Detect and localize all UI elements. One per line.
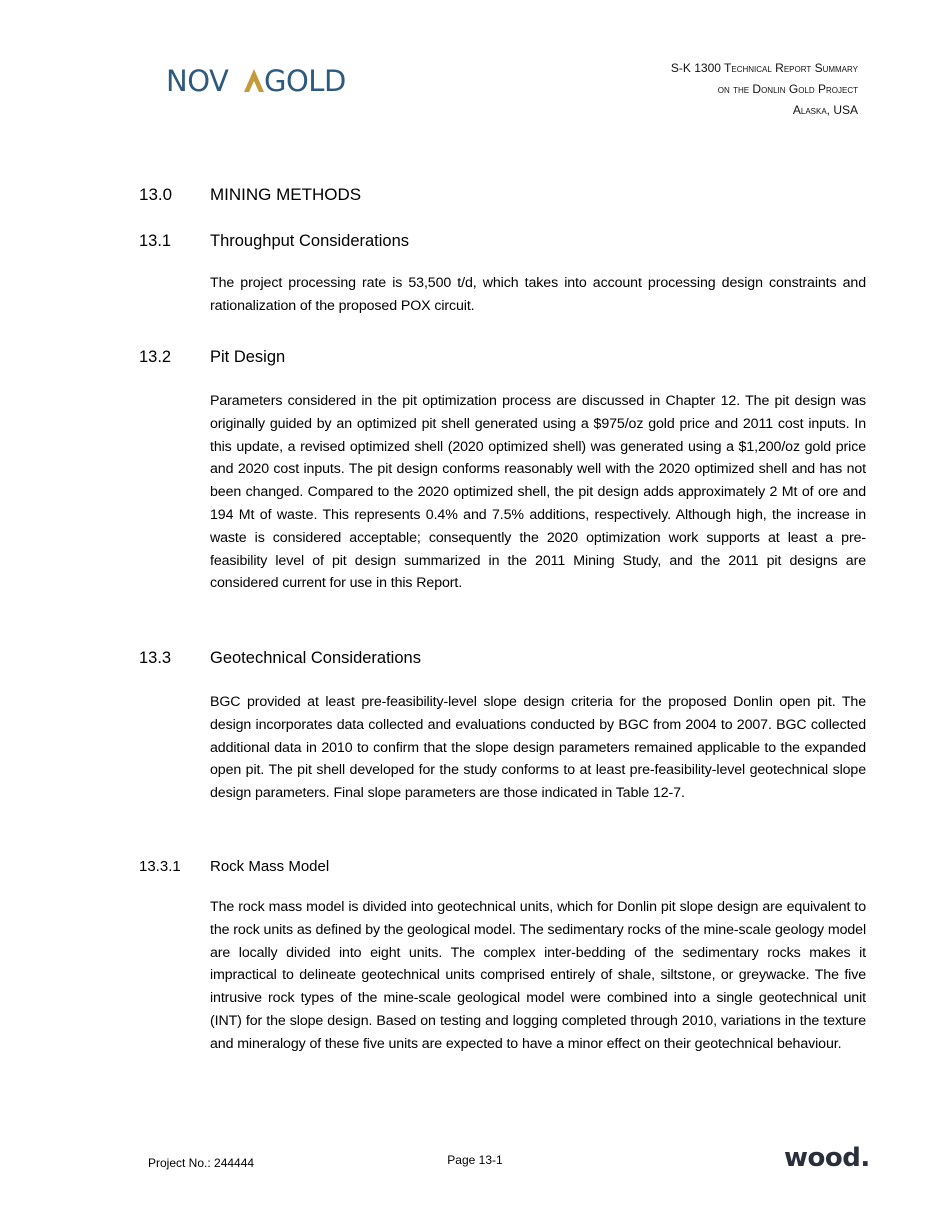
section-title: MINING METHODS bbox=[210, 185, 362, 204]
section-heading-13-0 bbox=[139, 185, 361, 205]
section-heading-13-3-1 bbox=[139, 858, 329, 875]
section-heading-13-2 bbox=[139, 348, 285, 367]
section-heading-13-3 bbox=[139, 649, 421, 668]
section-number: 13.1 bbox=[139, 232, 172, 250]
paragraph-throughput: The project processing rate is 53,500 t/d, which takes into account processing design constraints and rationalization of the proposed POX circuit. bbox=[210, 275, 866, 314]
svg-text:GOLD: GOLD bbox=[264, 64, 346, 98]
paragraph-rock-mass-model: The rock mass model is divided into geotechnical units, which for Donlin pit slope design are equivalent to the rock units as defined by the geological model. The sedimentary rocks of the mine-scale geology model are locally divided into eight units. The complex inter-bedding of the sedimentary rocks makes it impractical to delineate geotechnical units comprised entirely of shale, siltstone, or greywacke. The five intrusive rock types of the mine-scale geological model were combined into a single geotechnical unit (INT) for the slope design. Based on testing and logging completed through 2010, variations in the texture and mineralogy of these five units are expected to have a minor effect on their geotechnical behaviour. bbox=[210, 899, 866, 1052]
section-number: 13.0 bbox=[139, 185, 173, 204]
section-title: Geotechnical Considerations bbox=[210, 649, 421, 667]
novagold-logo bbox=[166, 64, 346, 98]
section-number: 13.2 bbox=[139, 348, 172, 366]
report-location-line: Alaska, USA bbox=[792, 103, 858, 117]
section-heading-13-1 bbox=[139, 232, 409, 251]
report-project-line: on the Donlin Gold Project bbox=[717, 82, 858, 96]
section-title: Throughput Considerations bbox=[210, 232, 410, 250]
svg-text:NOV: NOV bbox=[166, 64, 229, 98]
section-title: Pit Design bbox=[210, 348, 286, 366]
report-title-line: S-K 1300 Technical Report Summary bbox=[670, 61, 858, 75]
novagold-logo-mark bbox=[166, 64, 346, 98]
page-number: Page 13-1 bbox=[447, 1153, 503, 1167]
section-title: Rock Mass Model bbox=[210, 858, 330, 875]
section-number: 13.3.1 bbox=[139, 858, 181, 875]
report-header bbox=[671, 58, 858, 121]
project-number: Project No.: 244444 bbox=[148, 1156, 255, 1170]
paragraph-geotechnical: BGC provided at least pre-feasibility-level slope design criteria for the proposed Donlin open pit. The design incorporates data collected and evaluations conducted by BGC from 2004 to 2007. BGC collected additional data in 2010 to confirm that the slope design parameters remained applicable to the expanded open pit. The pit shell developed for the study conforms to at least pre-feasibility-level geotechnical slope design parameters. Final slope parameters are those indicated in Table 12-7. bbox=[210, 694, 866, 802]
wood-logo: wood. bbox=[784, 1143, 870, 1173]
section-number: 13.3 bbox=[139, 649, 172, 667]
paragraph-pit-design: Parameters considered in the pit optimization process are discussed in Chapter 12. The pit design was originally guided by an optimized pit shell generated using a $975/oz gold price and 2011 cost inputs. In this update, a revised optimized shell (2020 optimized shell) was generated using a $1,200/oz gold price and 2020 cost inputs. The pit design conforms reasonably well with the 2020 optimized shell and has not been changed. Compared to the 2020 optimized shell, the pit design adds approximately 2 Mt of ore and 194 Mt of waste. This represents 0.4% and 7.5% additions, respectively. Although high, the increase in waste is considered acceptable; consequently the 2020 optimization work supports at least a pre-feasibility level of pit design summarized in the 2011 Mining Study, and the 2011 pit designs are considered current for use in this Report. bbox=[210, 393, 866, 592]
